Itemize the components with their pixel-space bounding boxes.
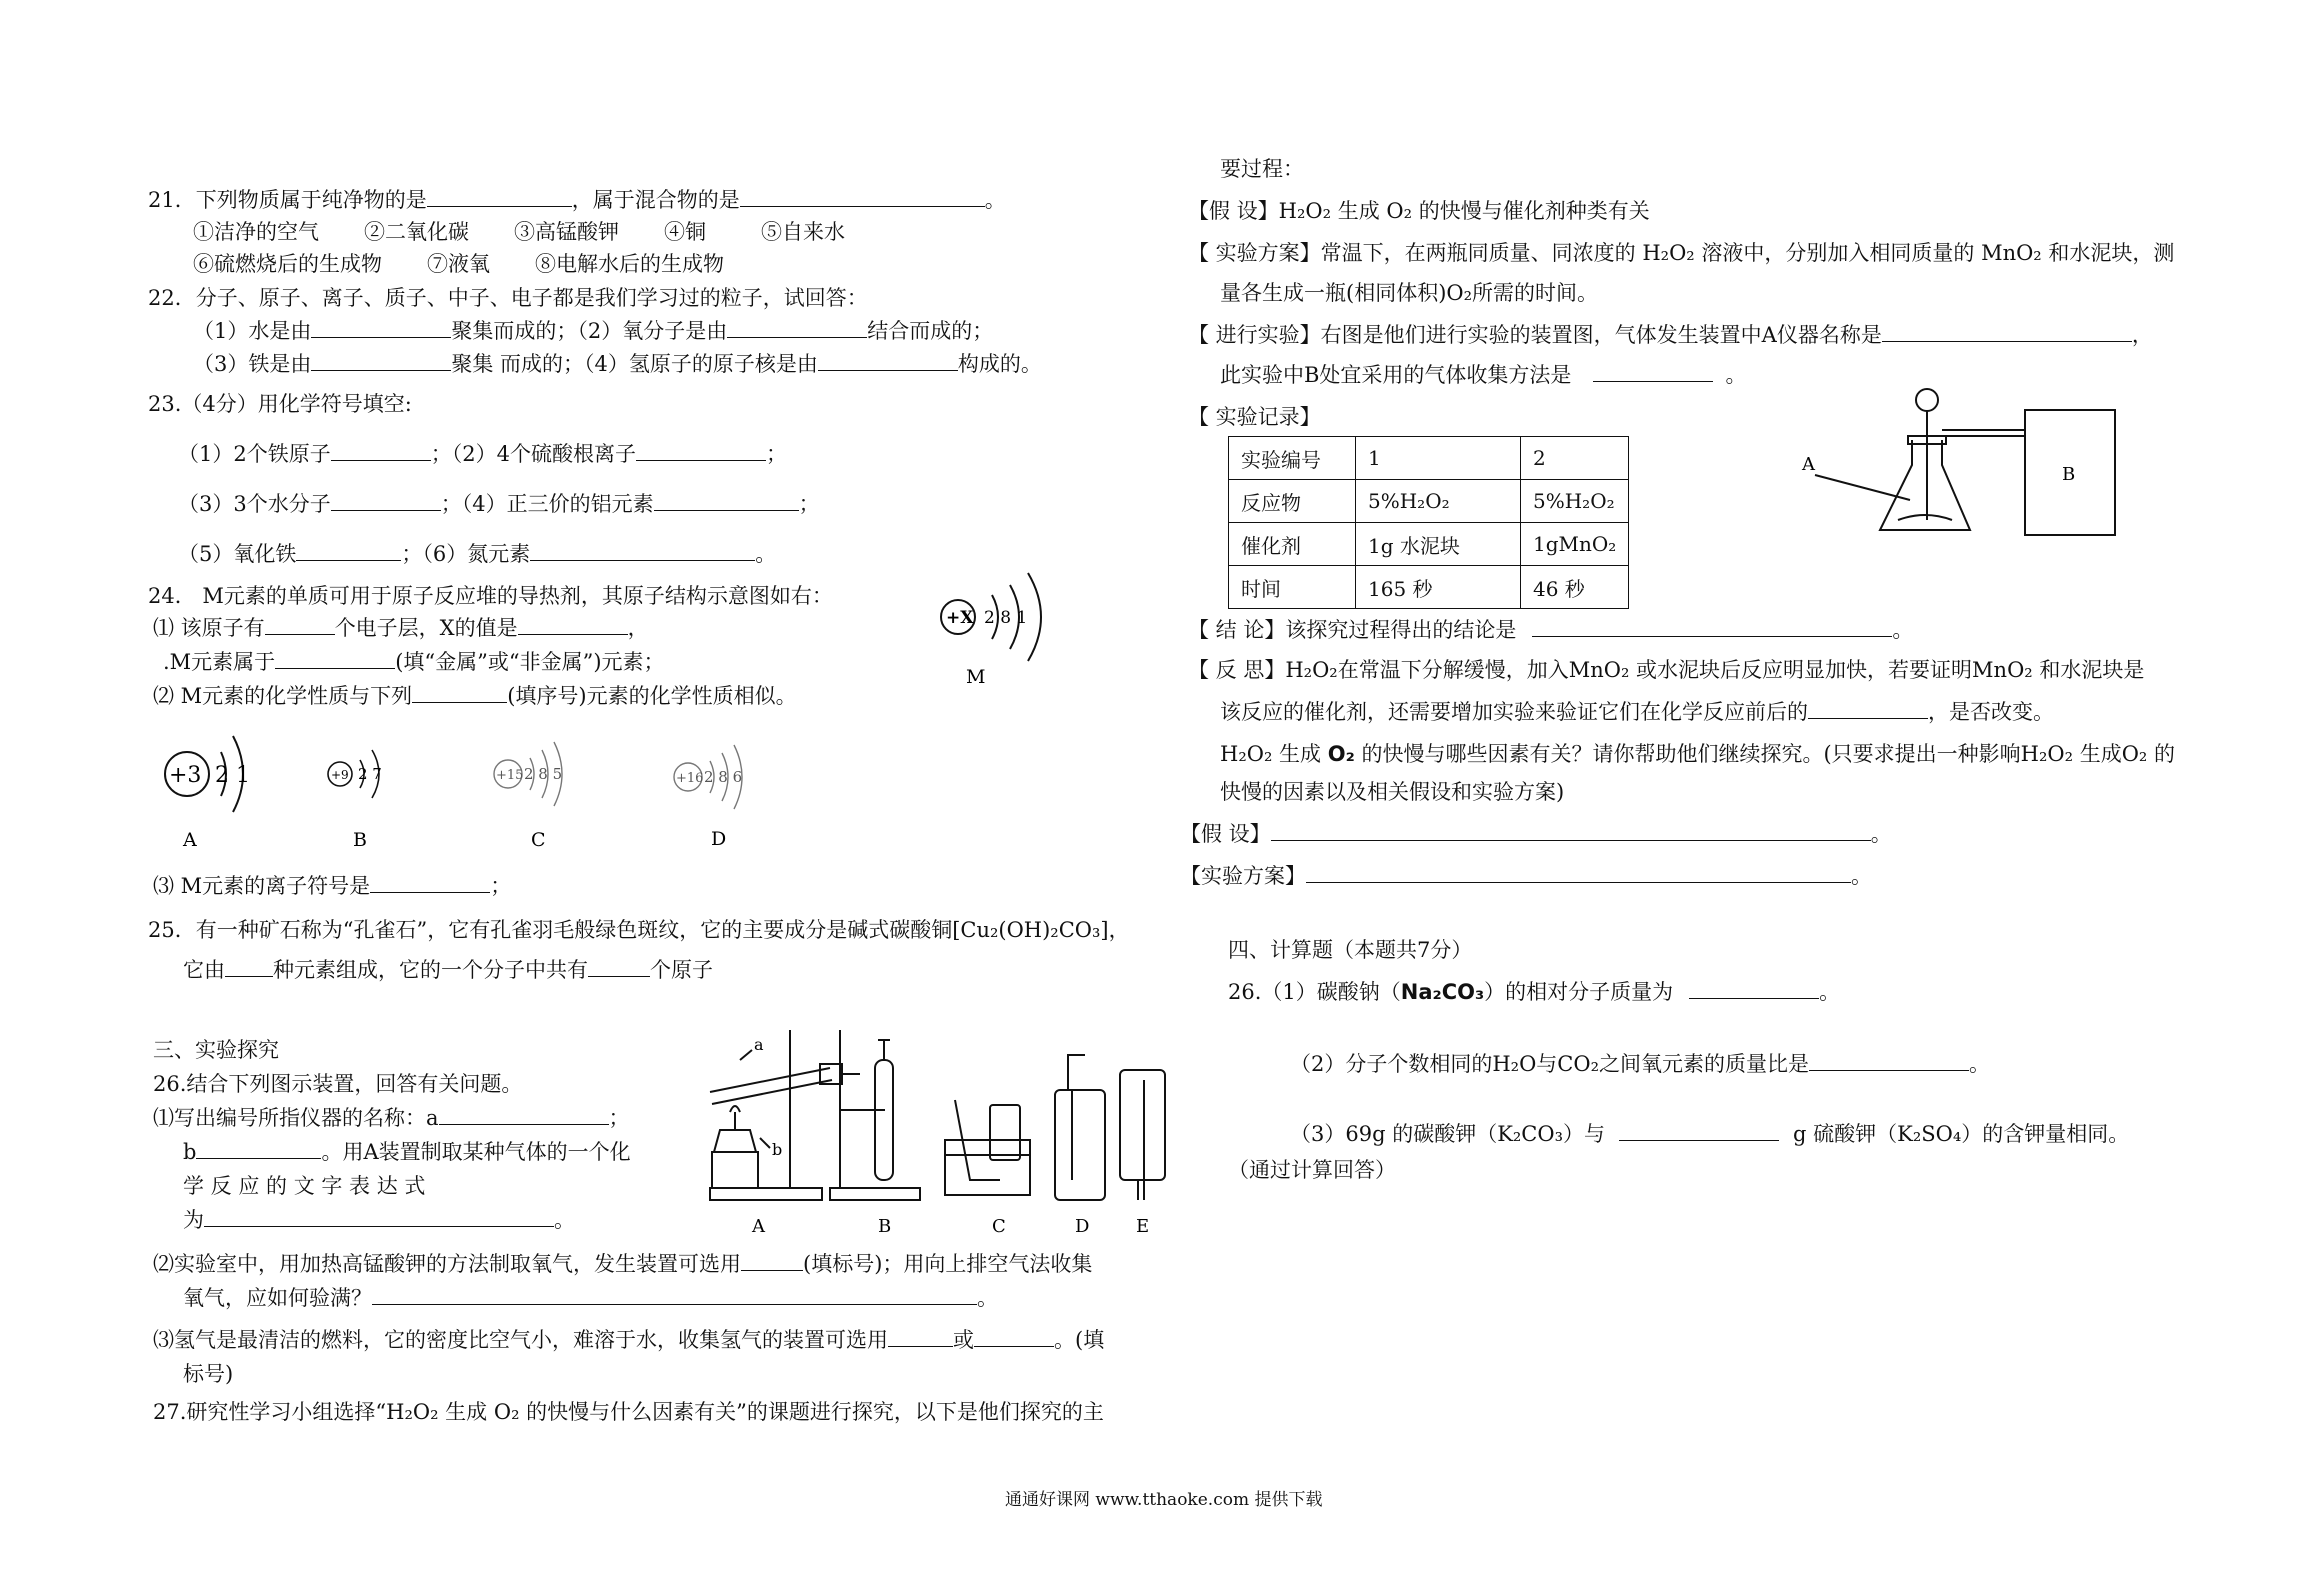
blank-q22-4[interactable] — [818, 350, 958, 371]
table-row — [1229, 480, 1629, 523]
q21-stem: 21．下列物质属于纯净物的是 — [148, 188, 427, 212]
q27-hyp2a: 【假 设】 — [1180, 822, 1271, 846]
atom-d-diagram — [666, 735, 776, 855]
atom-m-nucleus: +X — [946, 608, 974, 628]
apparatus-label-D: D — [1075, 1216, 1090, 1237]
q21-opt7: ⑦液氧 — [427, 252, 490, 276]
table-cell: 5%H₂O₂ — [1356, 480, 1521, 523]
blank-q21-mixture[interactable] — [740, 186, 985, 207]
q27-reflect-4: 快慢的因素以及相关假设和实验方案) — [1220, 780, 1565, 804]
atom-c-shells: 2 8 5 — [524, 765, 563, 783]
q27-line2: 要过程： — [1220, 157, 1304, 181]
atom-b-shells: 2 7 — [358, 765, 382, 783]
q26e-line2 — [183, 1138, 631, 1166]
q26c-l2b: 。 — [1969, 1052, 1991, 1076]
blank-q22-3[interactable] — [311, 350, 451, 371]
table-cell: 1 — [1356, 437, 1521, 480]
q23-l2b: ；（4）正三价的铝元素 — [440, 492, 654, 516]
q23-l1c: ； — [765, 442, 787, 466]
q27-exp2b: 。 — [1725, 363, 1747, 387]
blank-q23-4[interactable] — [654, 490, 799, 511]
q26e-line6 — [183, 1284, 998, 1312]
q27-plan3b: 。 — [1851, 864, 1872, 888]
q25-l2b: 种元素组成，它的一个分子中共有 — [273, 958, 588, 982]
q24-l4b: ； — [490, 874, 512, 898]
q21-line1 — [148, 186, 1006, 214]
lab-apparatus-figure — [690, 1020, 1170, 1240]
blank-q26c-grams[interactable] — [1619, 1120, 1779, 1141]
q27-refl3a: H₂O₂ 生成 — [1220, 742, 1322, 766]
q24-line1 — [153, 614, 649, 642]
q26e-stem: 26.结合下列图示装置，回答有关问题。 — [153, 1072, 523, 1096]
flask-label-a: A — [1802, 454, 1815, 475]
atom-d-label: D — [711, 828, 727, 850]
blank-q23-2[interactable] — [636, 440, 766, 461]
table-cell: 1g 水泥块 — [1356, 523, 1521, 566]
atom-c-label: C — [531, 829, 546, 851]
blank-q23-3[interactable] — [331, 490, 441, 511]
q27-plan3a: 【实验方案】 — [1180, 864, 1306, 888]
q23-line3 — [178, 540, 776, 568]
blank-q24-layers[interactable] — [265, 614, 335, 635]
q23-l3c: 。 — [755, 542, 777, 566]
blank-q22-2[interactable] — [727, 317, 867, 338]
q22-l1b: 聚集而成的；（2）氧分子是由 — [451, 319, 728, 343]
q26e-line5 — [153, 1250, 1092, 1278]
blank-q26c-mass[interactable] — [1689, 978, 1819, 999]
q27-o2-bold: O₂ — [1327, 742, 1355, 766]
atom-b-diagram — [318, 732, 408, 852]
q24-stem: 24． M元素的单质可用于原子反应堆的导热剂，其原子结构示意图如右： — [148, 584, 833, 608]
q27-refl2a: 该反应的催化剂，还需要增加实验来验证它们在化学反应前后的 — [1220, 700, 1808, 724]
atom-a-shells: 2 1 — [215, 763, 250, 788]
q27-exp-1 — [1188, 321, 2153, 349]
q26e-l4b: 。 — [554, 1208, 575, 1232]
q26e-l5a: ⑵实验室中，用加热高锰酸钾的方法制取氧气，发生装置可选用 — [153, 1252, 741, 1276]
q24-l1a: ⑴ 该原子有 — [153, 616, 265, 640]
collector-label-b: B — [2062, 464, 2076, 485]
q27-concl-b: 。 — [1892, 618, 1914, 642]
q21-stem-b: ，属于混合物的是 — [571, 188, 740, 212]
table-row — [1229, 566, 1629, 609]
blank-q26c-ratio[interactable] — [1809, 1050, 1969, 1071]
table-cell: 时间 — [1229, 566, 1356, 609]
q26e-l5b: (填标号)；用向上排空气法收集 — [803, 1252, 1093, 1276]
q23-l1a: （1）2个铁原子 — [178, 442, 331, 466]
q23-l2c: ； — [798, 492, 820, 516]
q26e-line4 — [183, 1206, 575, 1234]
blank-q27-collect[interactable] — [1593, 361, 1713, 382]
q27-refl2b: ，是否改变。 — [1928, 700, 2054, 724]
section-4-title: 四、计算题（本题共7分） — [1228, 938, 1473, 962]
atom-a-nucleus: +3 — [169, 763, 202, 788]
atom-a-diagram — [155, 722, 265, 852]
experiment-record-table — [1228, 436, 1629, 609]
q25-line1: 25．有一种矿石称为“孔雀石”，它有孔雀羽毛般绿色斑纹，它的主要成分是碱式碳酸铜[Cu₂(OH)₂CO₃]， — [148, 918, 1130, 942]
q21-opt6: ⑥硫燃烧后的生成物 — [193, 252, 382, 276]
q21-opt3: ③高锰酸钾 — [514, 220, 619, 244]
q26e-line1 — [153, 1104, 630, 1132]
q27-hypothesis: 【假 设】H₂O₂ 生成 O₂ 的快慢与催化剂种类有关 — [1188, 199, 1650, 223]
blank-q26-b[interactable] — [196, 1138, 321, 1159]
q22-l2b: 聚集 而成的；（4）氢原子的原子核是由 — [451, 352, 818, 376]
q21-options-1 — [193, 218, 845, 246]
table-cell: 实验编号 — [1229, 437, 1356, 480]
atom-m-diagram — [930, 555, 1090, 688]
q23-line1 — [178, 440, 787, 468]
table-cell: 反应物 — [1229, 480, 1356, 523]
apparatus-label-C: C — [992, 1216, 1006, 1237]
q22-l2c: 构成的。 — [957, 352, 1042, 376]
q27-concl-a: 【 结 论】该探究过程得出的结论是 — [1188, 618, 1517, 642]
blank-q24-metal[interactable] — [275, 648, 395, 669]
q21-opt2: ②二氧化碳 — [364, 220, 469, 244]
table-cell: 46 秒 — [1521, 566, 1629, 609]
q27-reflect-1: 【 反 思】H₂O₂在常温下分解缓慢，加入MnO₂ 或水泥块后反应明显加快，若要证明MnO₂ 和水泥块是 — [1188, 658, 2145, 682]
q26e-l7a: ⑶氢气是最清洁的燃料，它的密度比空气小，难溶于水，收集氢气的装置可选用 — [153, 1328, 888, 1352]
table-row — [1229, 437, 1629, 480]
apparatus-e — [1120, 1070, 1165, 1200]
table-cell: 2 — [1521, 437, 1629, 480]
q21-opt4: ④铜 — [664, 220, 706, 244]
q23-stem: 23.（4分）用化学符号填空: — [148, 392, 412, 416]
q27-hypothesis-2 — [1180, 820, 1892, 848]
blank-q26-verify[interactable] — [372, 1284, 977, 1305]
q24-l3b: (填序号)元素的化学性质相似。 — [507, 684, 797, 708]
q27-line1: 27.研究性学习小组选择“H₂O₂ 生成 O₂ 的快慢与什么因素有关”的课题进行探究，以下是他们探究的主 — [153, 1400, 1104, 1424]
q26e-line3: 学 反 应 的 文 字 表 达 式 — [183, 1174, 426, 1198]
table-cell: 催化剂 — [1229, 523, 1356, 566]
q27-exp-2 — [1220, 361, 1746, 389]
q26c-line2 — [1290, 1050, 1990, 1078]
q21-opt8: ⑧电解水后的生成物 — [535, 252, 724, 276]
blank-q26-h2-2[interactable] — [974, 1326, 1054, 1347]
q27-reflect-2 — [1220, 698, 2054, 726]
q26e-l2a: b — [183, 1140, 197, 1164]
apparatus-c — [945, 1100, 1030, 1195]
q27-exp1b: ， — [2131, 323, 2153, 347]
q21-opt1: ①洁净的空气 — [193, 220, 319, 244]
blank-q25-atoms[interactable] — [588, 956, 650, 977]
blank-q22-1[interactable] — [311, 317, 451, 338]
apparatus-label-E: E — [1136, 1216, 1150, 1237]
q27-plan-2: 量各生成一瓶(相同体积)O₂所需的时间。 — [1220, 281, 1599, 305]
q24-line2 — [163, 648, 665, 676]
q27-exp2a: 此实验中B处宜采用的气体收集方法是 — [1220, 363, 1572, 387]
section-3-title: 三、实验探究 — [153, 1038, 279, 1062]
table-row — [1229, 523, 1629, 566]
q27-conclusion — [1188, 616, 1913, 644]
q27-refl3b: 的快慢与哪些因素有关？请你帮助他们继续探究。(只要求提出一种影响H₂O₂ 生成O₂ 的 — [1361, 742, 2176, 766]
q27-reflect-3 — [1220, 740, 2175, 768]
q26c-l2a: （2）分子个数相同的H₂O与CO₂之间氧元素的质量比是 — [1290, 1052, 1810, 1076]
q26c-line3 — [1290, 1120, 2129, 1148]
blank-q23-1[interactable] — [331, 440, 431, 461]
q22-line1 — [193, 317, 993, 345]
atom-m-label: M — [966, 666, 986, 688]
q24-l3a: ⑵ M元素的化学性质与下列 — [153, 684, 413, 708]
q26c-formula: Na₂CO₃ — [1400, 980, 1485, 1004]
blank-q24-x[interactable] — [518, 614, 628, 635]
q26e-l1a: ⑴写出编号所指仪器的名称：a — [153, 1106, 439, 1130]
q22-l1a: （1）水是由 — [193, 319, 312, 343]
atom-a-label: A — [183, 829, 197, 851]
q23-l3a: （5）氧化铁 — [178, 542, 297, 566]
q24-l2a: .M元素属于 — [163, 650, 276, 674]
atom-m-shells: 2 8 1 — [984, 608, 1028, 628]
q26c-l1c: 。 — [1819, 980, 1841, 1004]
q26e-l7c: 。(填 — [1054, 1328, 1105, 1352]
blank-q27-conclusion[interactable] — [1532, 616, 1892, 637]
q24-line3 — [153, 682, 797, 710]
blank-q24-similar[interactable] — [412, 682, 507, 703]
q26e-l4a: 为 — [183, 1208, 204, 1232]
apparatus-b — [830, 1030, 920, 1200]
q25-l2a: 它由 — [183, 958, 225, 982]
q26c-l1b: ）的相对分子质量为 — [1484, 980, 1674, 1004]
blank-q21-pure[interactable] — [427, 186, 572, 207]
q24-line4 — [153, 872, 511, 900]
q23-line2 — [178, 490, 820, 518]
atom-d-nucleus: +16 — [676, 771, 704, 786]
q26e-line8: 标号) — [183, 1362, 234, 1386]
apparatus-label-A: A — [752, 1216, 765, 1237]
atom-b-nucleus: +9 — [331, 768, 349, 782]
q21-end: 。 — [984, 188, 1006, 212]
q26c-l3a: （3）69g 的碳酸钾（K₂CO₃）与 — [1290, 1122, 1606, 1146]
q26c-l1a: 26.（1）碳酸钠（ — [1228, 980, 1401, 1004]
q24-l1c: ， — [627, 616, 649, 640]
table-cell: 5%H₂O₂ — [1521, 480, 1629, 523]
q27-exp1a: 【 进行实验】右图是他们进行实验的装置图，气体发生装置中A仪器名称是 — [1188, 323, 1882, 347]
atom-d-shells: 2 8 6 — [704, 768, 743, 786]
table-cell: 1gMnO₂ — [1521, 523, 1629, 566]
atom-c-diagram — [486, 732, 596, 852]
page-footer: 通通好课网 www.tthaoke.com 提供下载 — [1005, 1490, 1323, 1510]
q23-l1b: ；（2）4个硫酸根离子 — [430, 442, 636, 466]
table-cell: 165 秒 — [1356, 566, 1521, 609]
q24-l2b: (填“金属”或“非金属”)元素； — [395, 650, 665, 674]
q24-l1b: 个电子层，X的值是 — [334, 616, 518, 640]
blank-q23-5[interactable] — [296, 540, 401, 561]
q22-l2a: （3）铁是由 — [193, 352, 312, 376]
q22-stem: 22．分子、原子、离子、质子、中子、电子都是我们学习过的粒子，试回答： — [148, 286, 868, 310]
q26c-line4: （通过计算回答） — [1228, 1158, 1396, 1182]
blank-q27-instrument[interactable] — [1882, 321, 2132, 342]
blank-q24-ion[interactable] — [370, 872, 490, 893]
q21-opt5: ⑤自来水 — [761, 220, 845, 244]
q26e-l1b: ； — [608, 1106, 630, 1130]
blank-q25-elements[interactable] — [225, 956, 273, 977]
q26e-l6a: 氧气，应如何验满？ — [183, 1286, 372, 1310]
q23-l2a: （3）3个水分子 — [178, 492, 331, 516]
blank-q27-plan[interactable] — [1306, 862, 1851, 883]
apparatus-label-B: B — [878, 1216, 892, 1237]
blank-q23-6[interactable] — [530, 540, 755, 561]
blank-q27-unchanged[interactable] — [1808, 698, 1928, 719]
apparatus-label-a-marker: a — [754, 1035, 764, 1054]
q22-l1c: 结合而成的； — [867, 319, 994, 343]
q26c-l3b: g 硫酸钾（K₂SO₄）的含钾量相同。 — [1793, 1122, 2130, 1146]
flask-apparatus-figure — [1800, 380, 2130, 550]
q26e-l2b: 。用A装置制取某种气体的一个化 — [321, 1140, 631, 1164]
q23-l3b: ；（6）氮元素 — [401, 542, 531, 566]
apparatus-a — [710, 1030, 860, 1200]
blank-q26-equation[interactable] — [204, 1206, 554, 1227]
q27-record-label: 【 实验记录】 — [1188, 405, 1321, 429]
q22-line2 — [193, 350, 1042, 378]
q24-l4a: ⑶ M元素的离子符号是 — [153, 874, 371, 898]
blank-q26-device[interactable] — [741, 1250, 803, 1271]
q26e-line7 — [153, 1326, 1104, 1354]
q26c-line1 — [1228, 978, 1840, 1006]
apparatus-label-b-marker: b — [772, 1140, 783, 1159]
q27-plan-1: 【 实验方案】常温下，在两瓶同质量、同浓度的 H₂O₂ 溶液中，分别加入相同质量的 MnO₂ 和水泥块，测 — [1188, 241, 2175, 265]
apparatus-d — [1055, 1055, 1105, 1200]
q25-line2 — [183, 956, 713, 984]
q27-hyp2b: 。 — [1870, 822, 1892, 846]
atom-b-label: B — [353, 829, 367, 851]
q27-plan-3 — [1180, 862, 1872, 890]
blank-q26-h2-1[interactable] — [888, 1326, 953, 1347]
blank-q26-a[interactable] — [439, 1104, 609, 1125]
q26e-l6b: 。 — [977, 1286, 998, 1310]
q26e-l7b: 或 — [953, 1328, 974, 1352]
q25-l2c: 个原子 — [650, 958, 713, 982]
atom-c-nucleus: +15 — [496, 768, 524, 783]
blank-q27-hypothesis[interactable] — [1271, 820, 1871, 841]
q21-options-2 — [193, 250, 724, 278]
